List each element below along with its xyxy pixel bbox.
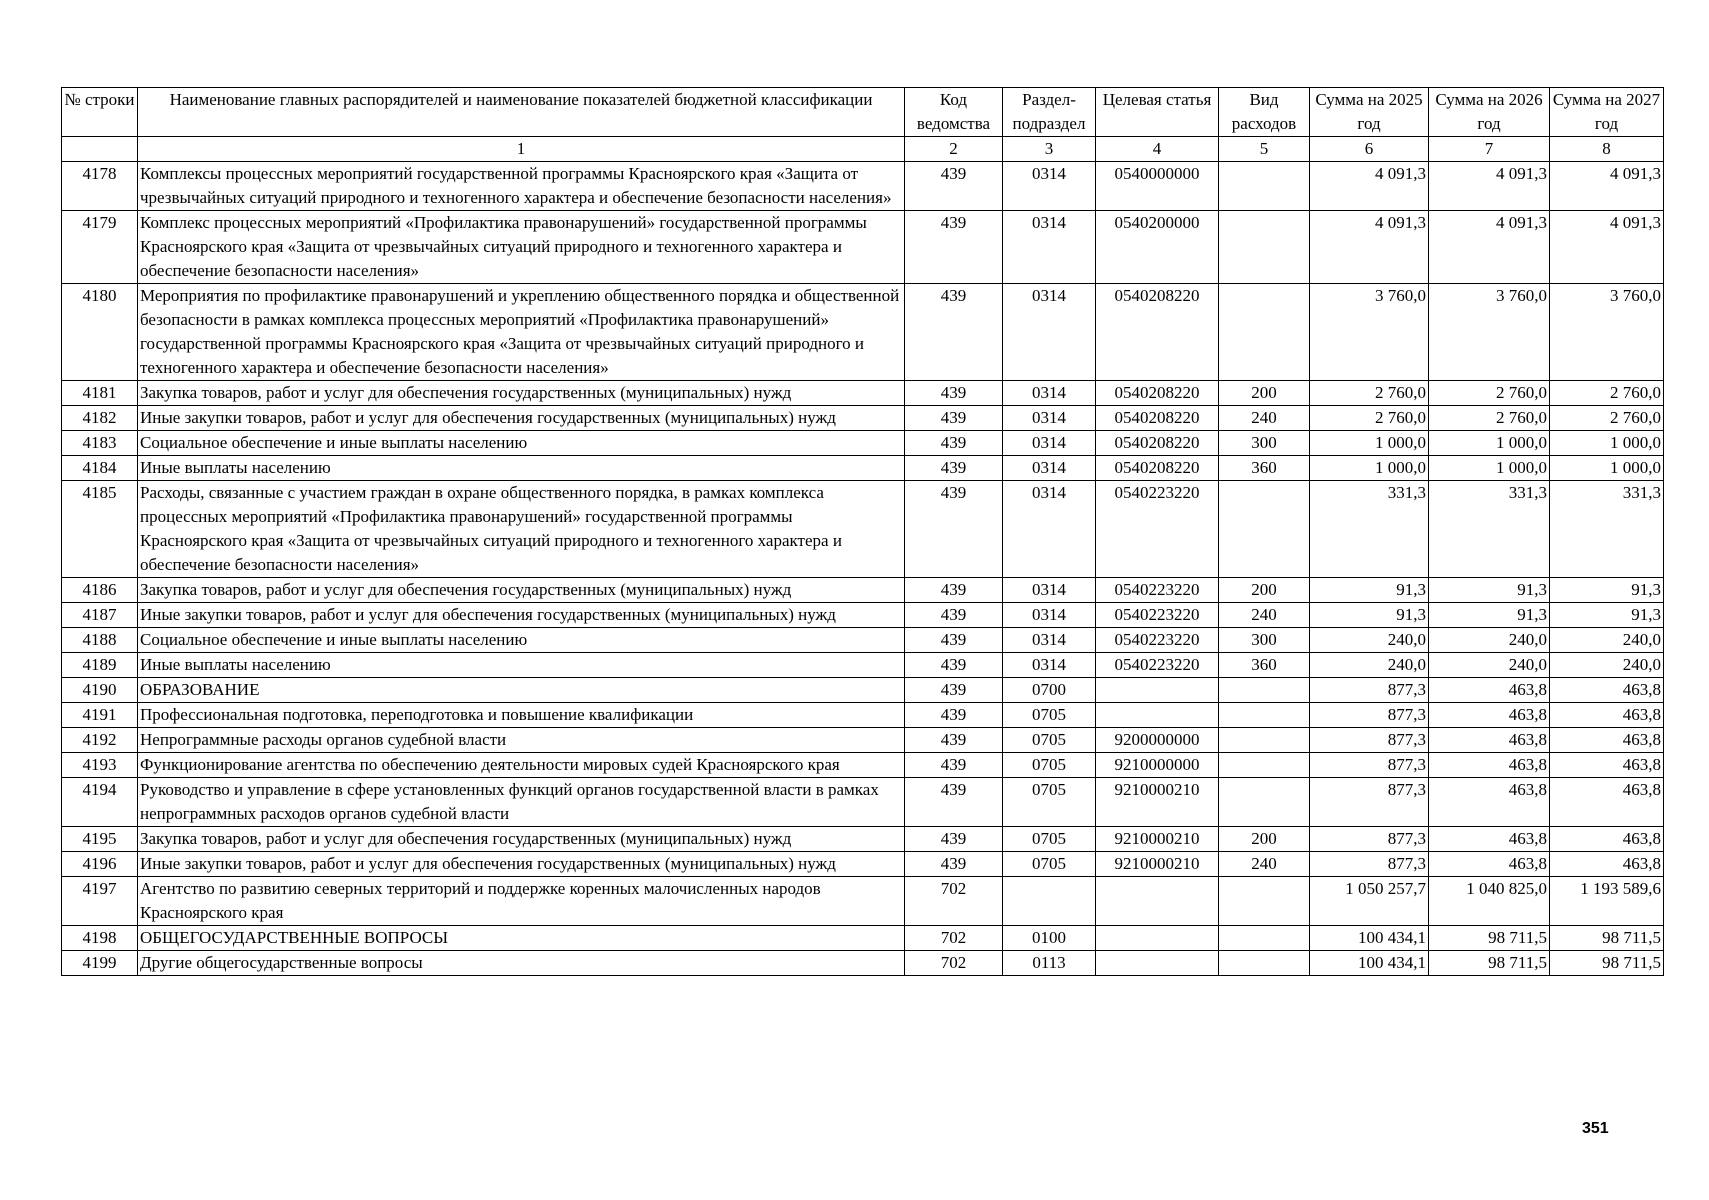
row-sum-2025: 4 091,3 (1310, 211, 1429, 284)
row-number: 4180 (62, 284, 138, 381)
row-sum-2026: 1 040 825,0 (1429, 877, 1550, 926)
header-target: Целевая статья (1096, 88, 1219, 137)
row-expense-type (1219, 162, 1310, 211)
column-number: 3 (1003, 137, 1096, 162)
table-row (62, 753, 1664, 778)
row-dept-code: 439 (905, 284, 1003, 381)
row-name: Иные закупки товаров, работ и услуг для обеспечения государственных (муниципальных) нужд (138, 603, 905, 628)
header-section: Раздел-подраздел (1003, 88, 1096, 137)
header-dept-code: Код ведомства (905, 88, 1003, 137)
row-section: 0700 (1003, 678, 1096, 703)
row-name: Мероприятия по профилактике правонарушений и укреплению общественного порядка и общественной безопасности в рамках комплекса процессных мероприятий «Профилактика правонарушений» государственной программы Красноярского края «Защита от чрезвычайных ситуаций природного и техногенного характера и обеспечение безопасности населения» (138, 284, 905, 381)
row-section: 0314 (1003, 406, 1096, 431)
row-dept-code: 702 (905, 951, 1003, 976)
row-name: Социальное обеспечение и иные выплаты населению (138, 628, 905, 653)
row-name: Иные выплаты населению (138, 653, 905, 678)
row-dept-code: 439 (905, 381, 1003, 406)
table-row (62, 381, 1664, 406)
table-row (62, 211, 1664, 284)
row-expense-type (1219, 678, 1310, 703)
row-sum-2027: 1 000,0 (1550, 431, 1664, 456)
table-row (62, 827, 1664, 852)
row-sum-2025: 100 434,1 (1310, 926, 1429, 951)
row-section: 0314 (1003, 211, 1096, 284)
column-number: 7 (1429, 137, 1550, 162)
row-target: 0540223220 (1096, 628, 1219, 653)
row-target: 0540000000 (1096, 162, 1219, 211)
row-sum-2026: 4 091,3 (1429, 162, 1550, 211)
row-sum-2025: 1 000,0 (1310, 431, 1429, 456)
column-number: 5 (1219, 137, 1310, 162)
row-sum-2025: 91,3 (1310, 603, 1429, 628)
row-sum-2026: 1 000,0 (1429, 456, 1550, 481)
row-expense-type: 360 (1219, 456, 1310, 481)
row-dept-code: 439 (905, 162, 1003, 211)
row-target: 9200000000 (1096, 728, 1219, 753)
table-body (62, 162, 1664, 976)
row-sum-2025: 2 760,0 (1310, 381, 1429, 406)
column-number: 6 (1310, 137, 1429, 162)
row-name: Руководство и управление в сфере установленных функций органов государственной власти в рамках непрограммных расходов органов судебной власти (138, 778, 905, 827)
row-number: 4187 (62, 603, 138, 628)
row-sum-2027: 4 091,3 (1550, 211, 1664, 284)
row-dept-code: 439 (905, 728, 1003, 753)
row-section: 0705 (1003, 852, 1096, 877)
row-sum-2026: 240,0 (1429, 628, 1550, 653)
row-target: 0540223220 (1096, 603, 1219, 628)
column-number: 1 (138, 137, 905, 162)
header-row-no: № строки (62, 88, 138, 137)
row-target: 0540208220 (1096, 406, 1219, 431)
row-name: Иные выплаты населению (138, 456, 905, 481)
row-sum-2026: 463,8 (1429, 852, 1550, 877)
row-number: 4198 (62, 926, 138, 951)
row-number: 4182 (62, 406, 138, 431)
row-sum-2026: 463,8 (1429, 728, 1550, 753)
row-sum-2025: 240,0 (1310, 628, 1429, 653)
row-section: 0314 (1003, 628, 1096, 653)
row-section: 0705 (1003, 703, 1096, 728)
row-sum-2025: 877,3 (1310, 827, 1429, 852)
table-row (62, 431, 1664, 456)
row-expense-type: 200 (1219, 827, 1310, 852)
row-dept-code: 439 (905, 653, 1003, 678)
table-row (62, 926, 1664, 951)
row-sum-2026: 240,0 (1429, 653, 1550, 678)
row-expense-type (1219, 951, 1310, 976)
row-target: 0540200000 (1096, 211, 1219, 284)
row-number: 4189 (62, 653, 138, 678)
row-section: 0113 (1003, 951, 1096, 976)
column-number: 8 (1550, 137, 1664, 162)
row-number: 4184 (62, 456, 138, 481)
row-sum-2027: 91,3 (1550, 603, 1664, 628)
row-name: Непрограммные расходы органов судебной власти (138, 728, 905, 753)
row-expense-type: 240 (1219, 852, 1310, 877)
row-target: 9210000210 (1096, 778, 1219, 827)
table-row (62, 628, 1664, 653)
row-section (1003, 877, 1096, 926)
row-name: Комплексы процессных мероприятий государственной программы Красноярского края «Защита от чрезвычайных ситуаций природного и техногенного характера и обеспечение безопасности населения» (138, 162, 905, 211)
row-sum-2026: 98 711,5 (1429, 951, 1550, 976)
row-dept-code: 702 (905, 926, 1003, 951)
row-expense-type: 240 (1219, 603, 1310, 628)
row-target: 9210000000 (1096, 753, 1219, 778)
row-sum-2027: 1 193 589,6 (1550, 877, 1664, 926)
row-expense-type (1219, 211, 1310, 284)
row-dept-code: 439 (905, 703, 1003, 728)
column-number (62, 137, 138, 162)
row-name: Закупка товаров, работ и услуг для обеспечения государственных (муниципальных) нужд (138, 827, 905, 852)
table-row (62, 284, 1664, 381)
row-dept-code: 439 (905, 753, 1003, 778)
row-section: 0314 (1003, 381, 1096, 406)
row-name: Закупка товаров, работ и услуг для обеспечения государственных (муниципальных) нужд (138, 578, 905, 603)
row-target: 0540208220 (1096, 284, 1219, 381)
row-sum-2025: 877,3 (1310, 753, 1429, 778)
row-sum-2026: 463,8 (1429, 827, 1550, 852)
row-section: 0314 (1003, 284, 1096, 381)
row-sum-2027: 463,8 (1550, 703, 1664, 728)
row-number: 4179 (62, 211, 138, 284)
row-sum-2026: 463,8 (1429, 703, 1550, 728)
table-row (62, 877, 1664, 926)
row-number: 4188 (62, 628, 138, 653)
row-target (1096, 926, 1219, 951)
row-sum-2025: 240,0 (1310, 653, 1429, 678)
row-name: ОБЩЕГОСУДАРСТВЕННЫЕ ВОПРОСЫ (138, 926, 905, 951)
row-section: 0314 (1003, 456, 1096, 481)
row-name: Комплекс процессных мероприятий «Профилактика правонарушений» государственной программы Красноярского края «Защита от чрезвычайных ситуаций природного и техногенного характера и обеспечение безопасности населения» (138, 211, 905, 284)
row-expense-type (1219, 481, 1310, 578)
row-sum-2027: 240,0 (1550, 653, 1664, 678)
row-section: 0314 (1003, 578, 1096, 603)
row-section: 0100 (1003, 926, 1096, 951)
row-dept-code: 439 (905, 678, 1003, 703)
table-row (62, 653, 1664, 678)
row-number: 4178 (62, 162, 138, 211)
row-number: 4183 (62, 431, 138, 456)
row-dept-code: 439 (905, 827, 1003, 852)
row-sum-2026: 3 760,0 (1429, 284, 1550, 381)
row-sum-2025: 100 434,1 (1310, 951, 1429, 976)
row-sum-2027: 463,8 (1550, 753, 1664, 778)
row-dept-code: 439 (905, 852, 1003, 877)
row-section: 0314 (1003, 481, 1096, 578)
row-dept-code: 439 (905, 211, 1003, 284)
row-sum-2027: 3 760,0 (1550, 284, 1664, 381)
row-expense-type (1219, 753, 1310, 778)
row-expense-type: 300 (1219, 431, 1310, 456)
row-dept-code: 439 (905, 431, 1003, 456)
header-sum-2025: Сумма на 2025 год (1310, 88, 1429, 137)
row-sum-2025: 1 050 257,7 (1310, 877, 1429, 926)
row-dept-code: 439 (905, 406, 1003, 431)
row-sum-2026: 463,8 (1429, 678, 1550, 703)
row-target: 0540208220 (1096, 456, 1219, 481)
row-name: Агентство по развитию северных территорий и поддержке коренных малочисленных народов Красноярского края (138, 877, 905, 926)
column-number: 2 (905, 137, 1003, 162)
row-expense-type: 200 (1219, 381, 1310, 406)
header-expense-type: Вид расходов (1219, 88, 1310, 137)
row-sum-2025: 877,3 (1310, 703, 1429, 728)
row-sum-2025: 3 760,0 (1310, 284, 1429, 381)
row-number: 4191 (62, 703, 138, 728)
row-sum-2025: 2 760,0 (1310, 406, 1429, 431)
row-number: 4194 (62, 778, 138, 827)
row-target: 0540208220 (1096, 431, 1219, 456)
table-row (62, 406, 1664, 431)
row-number: 4195 (62, 827, 138, 852)
row-sum-2027: 1 000,0 (1550, 456, 1664, 481)
row-target (1096, 951, 1219, 976)
row-name: Иные закупки товаров, работ и услуг для обеспечения государственных (муниципальных) нужд (138, 406, 905, 431)
table-row (62, 603, 1664, 628)
row-expense-type: 360 (1219, 653, 1310, 678)
row-sum-2026: 4 091,3 (1429, 211, 1550, 284)
row-target: 0540223220 (1096, 653, 1219, 678)
row-number: 4181 (62, 381, 138, 406)
row-section: 0314 (1003, 162, 1096, 211)
column-number: 4 (1096, 137, 1219, 162)
row-number: 4193 (62, 753, 138, 778)
row-sum-2027: 240,0 (1550, 628, 1664, 653)
row-expense-type (1219, 778, 1310, 827)
row-sum-2027: 2 760,0 (1550, 381, 1664, 406)
table-row (62, 578, 1664, 603)
row-dept-code: 439 (905, 578, 1003, 603)
row-sum-2025: 4 091,3 (1310, 162, 1429, 211)
table-row (62, 162, 1664, 211)
row-number: 4197 (62, 877, 138, 926)
row-sum-2026: 331,3 (1429, 481, 1550, 578)
row-sum-2027: 2 760,0 (1550, 406, 1664, 431)
row-sum-2025: 877,3 (1310, 728, 1429, 753)
row-target: 9210000210 (1096, 827, 1219, 852)
row-sum-2027: 463,8 (1550, 852, 1664, 877)
row-name: ОБРАЗОВАНИЕ (138, 678, 905, 703)
row-number: 4190 (62, 678, 138, 703)
row-expense-type (1219, 926, 1310, 951)
row-sum-2027: 98 711,5 (1550, 951, 1664, 976)
row-target: 9210000210 (1096, 852, 1219, 877)
table-row (62, 703, 1664, 728)
row-target (1096, 678, 1219, 703)
row-name: Социальное обеспечение и иные выплаты населению (138, 431, 905, 456)
row-dept-code: 439 (905, 628, 1003, 653)
row-name: Другие общегосударственные вопросы (138, 951, 905, 976)
row-expense-type (1219, 284, 1310, 381)
row-sum-2026: 1 000,0 (1429, 431, 1550, 456)
row-target: 0540223220 (1096, 481, 1219, 578)
table-header-row (62, 88, 1664, 137)
row-name: Расходы, связанные с участием граждан в охране общественного порядка, в рамках комплекса процессных мероприятий «Профилактика правонарушений» государственной программы Красноярского края «Защита от чрезвычайных ситуаций природного и техногенного характера и обеспечение безопасности населения» (138, 481, 905, 578)
row-section: 0314 (1003, 431, 1096, 456)
row-sum-2026: 98 711,5 (1429, 926, 1550, 951)
row-sum-2025: 877,3 (1310, 778, 1429, 827)
row-number: 4185 (62, 481, 138, 578)
row-number: 4196 (62, 852, 138, 877)
row-sum-2026: 91,3 (1429, 578, 1550, 603)
row-number: 4186 (62, 578, 138, 603)
row-sum-2027: 463,8 (1550, 778, 1664, 827)
row-sum-2026: 2 760,0 (1429, 406, 1550, 431)
row-expense-type (1219, 728, 1310, 753)
row-dept-code: 439 (905, 603, 1003, 628)
row-section: 0705 (1003, 753, 1096, 778)
row-sum-2025: 877,3 (1310, 678, 1429, 703)
row-expense-type (1219, 703, 1310, 728)
row-section: 0314 (1003, 603, 1096, 628)
row-sum-2027: 463,8 (1550, 728, 1664, 753)
row-expense-type: 200 (1219, 578, 1310, 603)
row-name: Иные закупки товаров, работ и услуг для обеспечения государственных (муниципальных) нужд (138, 852, 905, 877)
table-row (62, 678, 1664, 703)
header-name: Наименование главных распорядителей и наименование показателей бюджетной классификации (138, 88, 905, 137)
row-dept-code: 439 (905, 456, 1003, 481)
table-row (62, 728, 1664, 753)
table-row (62, 778, 1664, 827)
row-number: 4192 (62, 728, 138, 753)
row-sum-2025: 331,3 (1310, 481, 1429, 578)
row-sum-2025: 1 000,0 (1310, 456, 1429, 481)
row-sum-2027: 463,8 (1550, 827, 1664, 852)
row-sum-2027: 463,8 (1550, 678, 1664, 703)
row-sum-2026: 463,8 (1429, 778, 1550, 827)
row-target (1096, 703, 1219, 728)
table-row (62, 951, 1664, 976)
row-sum-2025: 91,3 (1310, 578, 1429, 603)
row-target: 0540223220 (1096, 578, 1219, 603)
row-sum-2026: 463,8 (1429, 753, 1550, 778)
row-expense-type: 300 (1219, 628, 1310, 653)
row-section: 0705 (1003, 827, 1096, 852)
row-sum-2025: 877,3 (1310, 852, 1429, 877)
row-section: 0314 (1003, 653, 1096, 678)
header-sum-2027: Сумма на 2027 год (1550, 88, 1664, 137)
row-sum-2026: 2 760,0 (1429, 381, 1550, 406)
row-target: 0540208220 (1096, 381, 1219, 406)
header-sum-2026: Сумма на 2026 год (1429, 88, 1550, 137)
budget-table (61, 87, 1664, 976)
row-name: Функционирование агентства по обеспечению деятельности мировых судей Красноярского края (138, 753, 905, 778)
column-numbers-row (62, 137, 1664, 162)
row-sum-2026: 91,3 (1429, 603, 1550, 628)
row-dept-code: 439 (905, 481, 1003, 578)
row-sum-2027: 331,3 (1550, 481, 1664, 578)
row-name: Профессиональная подготовка, переподготовка и повышение квалификации (138, 703, 905, 728)
page-number: 351 (1582, 1120, 1609, 1137)
table-row (62, 456, 1664, 481)
row-sum-2027: 4 091,3 (1550, 162, 1664, 211)
row-expense-type (1219, 877, 1310, 926)
row-target (1096, 877, 1219, 926)
row-dept-code: 702 (905, 877, 1003, 926)
row-name: Закупка товаров, работ и услуг для обеспечения государственных (муниципальных) нужд (138, 381, 905, 406)
row-sum-2027: 98 711,5 (1550, 926, 1664, 951)
row-dept-code: 439 (905, 778, 1003, 827)
row-sum-2027: 91,3 (1550, 578, 1664, 603)
row-section: 0705 (1003, 778, 1096, 827)
table-row (62, 852, 1664, 877)
table-row (62, 481, 1664, 578)
row-expense-type: 240 (1219, 406, 1310, 431)
row-section: 0705 (1003, 728, 1096, 753)
row-number: 4199 (62, 951, 138, 976)
